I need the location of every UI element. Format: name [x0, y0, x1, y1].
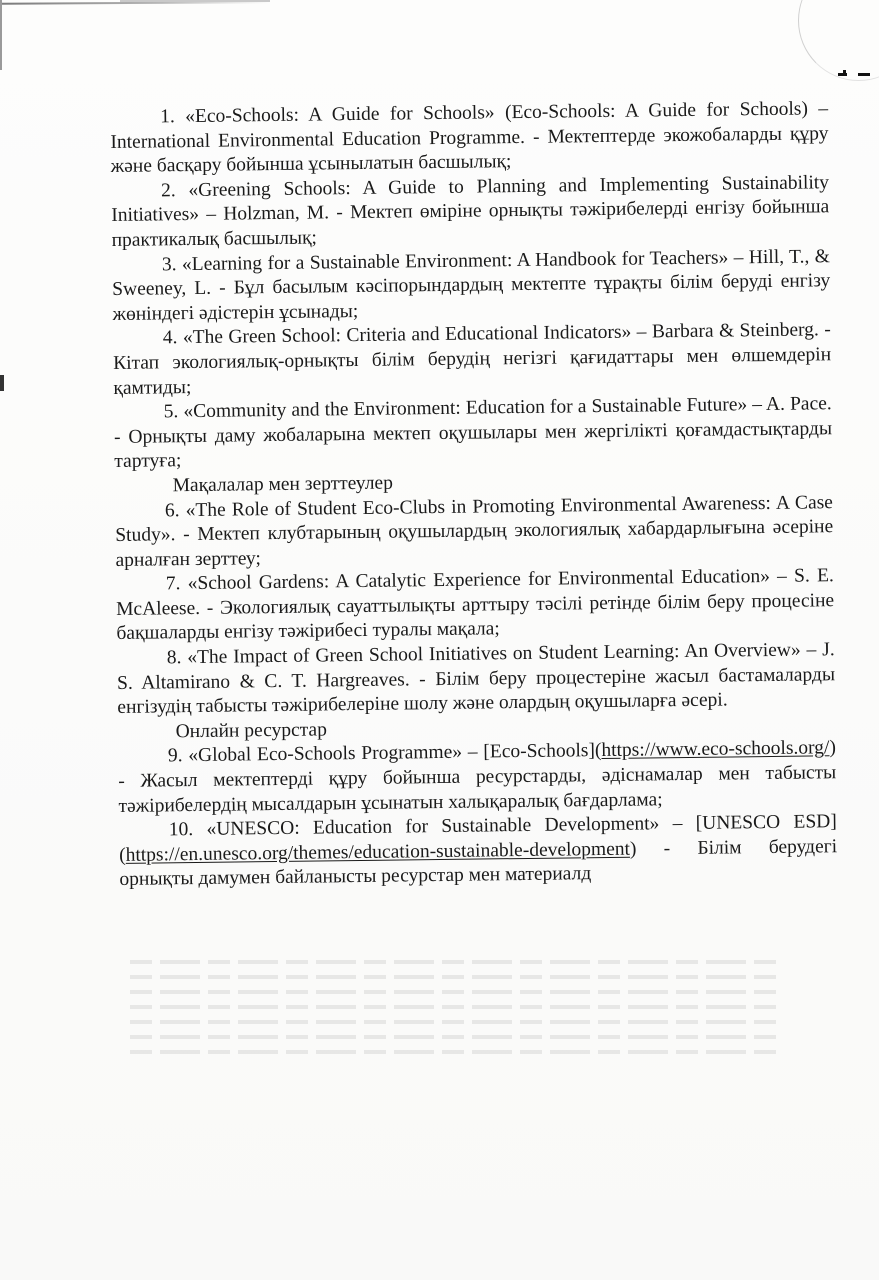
reference-entry-1 — [110, 97, 829, 180]
ink-smudge-mark — [838, 70, 874, 78]
reference-list — [110, 97, 838, 893]
entry-text: «Greening Schools: A Guide to Planning and Implementing Sustainability Initiatives» – Holzman, M. - Мектеп өміріне орнықты тәжірибелерді енгізу бойынша практикалық басшылық; — [111, 172, 830, 251]
entry-text: «Global Eco-Schools Programme» – [Eco-Schools]( — [188, 740, 602, 767]
section-heading-online-resources: Онлайн ресурстар — [175, 719, 328, 743]
entry-text: «Eco-Schools: A Guide for Schools» (Eco-Schools: A Guide for Schools) – International Environmental Education Programme. - Мектептерде экожобаларды құру және басқару бойынша ұсынылатын басшылық; — [110, 98, 829, 178]
section-heading-articles: Мақалалар мен зерттеулер — [172, 472, 394, 497]
entry-text: «The Role of Student Eco-Clubs in Promoting Environmental Awareness: A Case Study». - Мектеп клубтарының оқушылардың экологиялық хабардарлығына әсеріне арналған зерттеу; — [115, 491, 834, 571]
reference-entry-8 — [117, 638, 836, 721]
binding-mark — [0, 375, 4, 391]
page-corner-curl — [798, 0, 879, 81]
entry-text: «UNESCO: Education for Sustainable Development» – [UNESCO ESD] ( — [119, 811, 837, 866]
unesco-esd-link[interactable]: https://en.unesco.org/themes/education-sustainable-development — [125, 838, 631, 866]
page-top-edge-shadow-secondary — [120, 0, 270, 2]
entry-text-continued: ) - Білім берудегі орнықты дамумен байланысты ресурстар мен материалд — [119, 835, 838, 891]
reference-entry-7 — [116, 564, 835, 647]
entry-text: «School Gardens: A Catalytic Experience for Environmental Education» – S. E. McAleese. - Экологиялық сауаттылықты арттыру тәсілі ретінде білім беру процесіне бақшаларды енгізу тәжірибесі туралы мақала; — [116, 565, 835, 645]
reference-entry-5 — [114, 392, 833, 475]
reference-entry-3 — [112, 245, 831, 328]
entry-number: 8. — [166, 647, 182, 669]
reference-entry-6 — [115, 491, 834, 574]
entry-number: 3. — [161, 253, 177, 275]
entry-number: 10. — [168, 819, 194, 841]
entry-number: 7. — [165, 573, 181, 595]
entry-number: 5. — [163, 401, 179, 423]
entry-number: 6. — [164, 499, 180, 521]
entry-number: 1. — [160, 106, 175, 128]
entry-text: «The Green School: Criteria and Educational Indicators» – Barbara & Steinberg. - Кітап экологиялық-орнықты білім берудің негізгі қағидаттары мен өлшемдерін қамтиды; — [113, 319, 832, 399]
reference-entry-9 — [118, 737, 837, 820]
entry-text: «Community and the Environment: Education for a Sustainable Future» – A. Pace. - Орнықты даму жобаларына мектеп оқушылары мен жергілікті қоғамдастықтарды тартуға; — [113, 393, 833, 473]
entry-text: «The Impact of Green School Initiatives on Student Learning: An Overview» – J. S. Altamirano & C. T. Hargreaves. - Білім беру процестеріне жасыл бастамаларды енгізудің табысты тәжірибелеріне шолу және олардың оқушыларға әсері. — [116, 639, 836, 719]
entry-number: 2. — [160, 179, 176, 202]
reference-entry-10 — [119, 810, 838, 893]
reference-entry-2 — [111, 171, 830, 254]
entry-number: 4. — [162, 327, 178, 349]
entry-text: «Learning for a Sustainable Environment: A Handbook for Teachers» – Hill, T., & Sweeney, L. - Бұл басылым кәсіпорындардың мектепте тұрақты білім беруді енгізу жөніндегі әдістерін ұсынады; — [112, 245, 831, 325]
entry-number: 9. — [167, 745, 183, 767]
reference-entry-4 — [113, 319, 832, 402]
bleed-through-text — [130, 950, 780, 1140]
entry-text-continued: ) - Жасыл мектептерді құру бойынша ресурстарды, әдіснамалар мен табысты тәжірибелердің мысалдарын ұсынатын халықаралық бағдарлама; — [118, 737, 837, 817]
eco-schools-link[interactable]: https://www.eco-schools.org/ — [601, 737, 830, 762]
page-left-edge-shadow — [0, 0, 2, 70]
